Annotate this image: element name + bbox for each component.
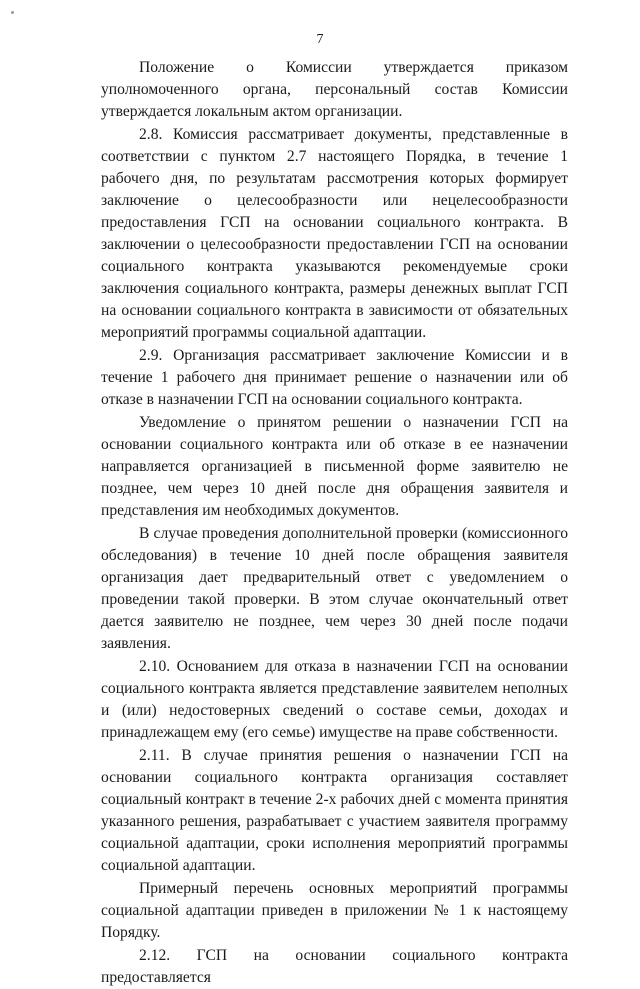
paragraph-commission-regulation: Положение о Комиссии утверждается приказом уполномоченного органа, персональный состав Комиссии утверждается локальным актом организации. [101, 59, 568, 120]
paragraph-decision-notice: Уведомление о принятом решении о назначении ГСП на основании социального контракта или об отказе в ее назначении направляется организацией в письменной форме заявителю не позднее, чем через 10 дней после дня обращения заявителя и представления им необходимых документов. [101, 414, 568, 519]
paragraph-2-10: 2.10. Основанием для отказа в назначении ГСП на основании социального контракта является представление заявителем неполных и (или) недостоверных сведений о составе семьи, доходах и принадлежащем ему (его семье) имуществе на праве собственности. [101, 658, 568, 741]
paragraph-additional-check: В случае проведения дополнительной проверки (комиссионного обследования) в течение 10 дней после обращения заявителя организация дает предварительный ответ с уведомлением о проведении такой проверки. В этом случае окончательный ответ дается заявителю не позднее, чем через 30 дней после подачи заявления. [101, 525, 568, 652]
paragraph-2-8: 2.8. Комиссия рассматривает документы, представленные в соответствии с пунктом 2.7 настоящего Порядка, в течение 1 рабочего дня, по результатам рассмотрения которых формирует заключение о целесообразности или нецелесообразности предоставления ГСП на основании социального контракта. В заключении о целесообразности предоставлении ГСП на основании социального контракта указываются рекомендуемые сроки заключения социального контракта, размеры денежных выплат ГСП на основании социального контракта в зависимости от обязательных мероприятий программы социальной адаптации. [101, 126, 568, 341]
page-number: 7 [316, 32, 324, 47]
document-body [101, 57, 568, 989]
paragraph-2-9: 2.9. Организация рассматривает заключение Комиссии и в течение 1 рабочего дня принимает решение о назначении или об отказе в назначении ГСП на основании социального контракта. [101, 347, 568, 408]
paragraph-2-12: 2.12. ГСП на основании социального контракта предоставляется [101, 947, 568, 986]
scan-speck [11, 11, 14, 14]
paragraph-adaptation-list: Примерный перечень основных мероприятий программы социальной адаптации приведен в приложении № 1 к настоящему Порядку. [101, 880, 568, 941]
paragraph-2-11: 2.11. В случае принятия решения о назначении ГСП на основании социального контракта организация составляет социальный контракт в течение 2-х рабочих дней с момента принятия указанного решения, разрабатывает с участием заявителя программу социальной адаптации, сроки исполнения мероприятий программы социальной адаптации. [101, 747, 568, 874]
